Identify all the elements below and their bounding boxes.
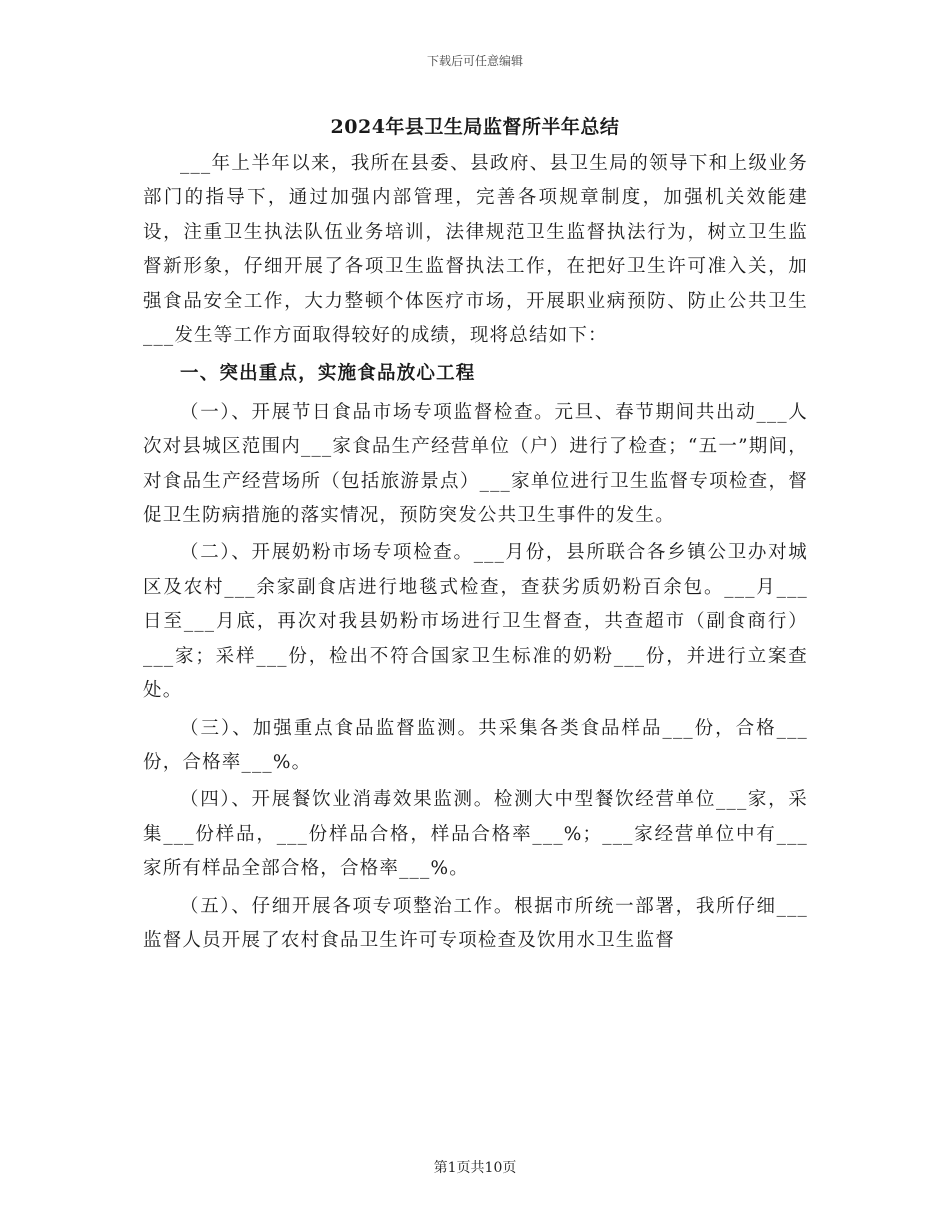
paragraph-item-3: （三）、加强重点食品监督监测。共采集各类食品样品___份，合格___份，合格率___%。 xyxy=(143,717,808,773)
document-body xyxy=(143,147,808,958)
paragraph-item-1: （一）、开展节日食品市场专项监督检查。元旦、春节期间共出动___人次对县城区范围内___家食品生产经营单位（户）进行了检查；“五一”期间，对食品生产经营场所（包括旅游景点）___家单位进行卫生监督专项检查，督促卫生防病措施的落实情况，预防突发公共卫生事件的发生。 xyxy=(143,401,808,527)
paragraph-item-2: （二）、开展奶粉市场专项检查。___月份，县所联合各乡镇公卫办对城区及农村___余家副食店进行地毯式检查，查获劣质奶粉百余包。___月___日至___月底，再次对我县奶粉市场进行卫生督查，共查超市（副食商行）___家；采样___份，检出不符合国家卫生标准的奶粉___份，并进行立案查处。 xyxy=(143,542,808,702)
paragraph-item-5: （五）、仔细开展各项专项整治工作。根据市所统一部署，我所仔细___监督人员开展了农村食品卫生许可专项检查及饮用水卫生监督 xyxy=(143,895,808,951)
section-heading-1: 一、突出重点，实施食品放心工程 xyxy=(180,363,476,385)
intro-paragraph: ___年上半年以来，我所在县委、县政府、县卫生局的领导下和上级业务部门的指导下，通过加强内部管理，完善各项规章制度，加强机关效能建设，注重卫生执法队伍业务培训，法律规范卫生监督执法行为，树立卫生监督新形象，仔细开展了各项卫生监督执法工作，在把好卫生许可准入关，加强食品安全工作，大力整顿个体医疗市场，开展职业病预防、防止公共卫生___发生等工作方面取得较好的成绩，现将总结如下： xyxy=(143,153,808,347)
page-number: 第1页共10页 xyxy=(433,1160,517,1176)
page-header-note: 下载后可任意编辑 xyxy=(426,54,523,68)
paragraph-item-4: （四）、开展餐饮业消毒效果监测。检测大中型餐饮经营单位___家，采集___份样品，___份样品合格，样品合格率___%；___家经营单位中有___家所有样品全部合格，合格率___%。 xyxy=(143,789,808,880)
document-title: 2024年县卫生局监督所半年总结 xyxy=(330,116,620,138)
